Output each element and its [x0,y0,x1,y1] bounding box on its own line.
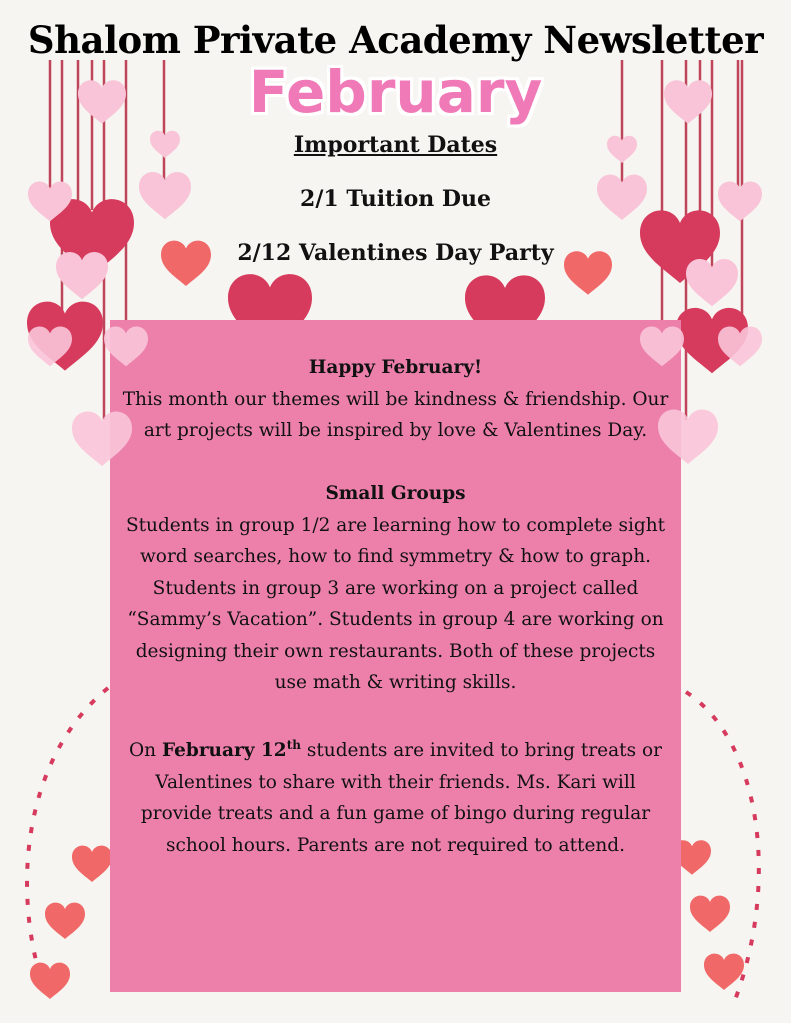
heart-icon [676,308,748,373]
intro-body: This month our themes will be kindness & friendship. Our art projects will be inspired by love & Valentines Day. [122,388,669,441]
newsletter-title: Shalom Private Academy Newsletter [27,18,764,62]
heart-icon [704,954,744,990]
heart-icon [690,896,730,932]
party-notice-date-suffix: th [286,738,301,752]
date-item-party: 2/12 Valentines Day Party [237,240,554,266]
heart-icon [718,326,762,366]
newsletter-body [122,352,669,861]
small-groups-heading: Small Groups [325,483,466,504]
dotted-arc-right [686,692,759,1000]
date-item-tuition: 2/1 Tuition Due [300,186,491,212]
intro-heading: Happy February! [308,357,483,378]
party-notice-date: February 12 [161,740,287,762]
month-title: February [248,58,543,126]
important-dates-heading: Important Dates [293,132,498,158]
dotted-arc-left [27,688,108,1000]
heart-icon [686,259,738,306]
heart-icon [27,302,103,371]
small-groups-paragraph-2: Students in group 3 are working on a project called “Sammy’s Vacation”. Students in group 4 are working on designing their own restaurants. Both of these projects use math & writing skills. [127,577,664,693]
party-notice-lead: On [129,740,162,762]
party-notice [122,730,669,861]
party-notice-body: students are invited to bring treats or Valentines to share with their friends. Ms. Kari will provide treats and a fun game of bingo during regular school hours. Parents are not required to attend. [140,740,662,856]
heart-icon [72,846,112,882]
small-groups-paragraph-1: Students in group 1/2 are learning how to complete sight word searches, how to find symmetry & how to graph. [125,514,666,567]
heart-icon [30,963,70,999]
heart-icon [45,903,85,939]
heart-icon [28,326,72,366]
